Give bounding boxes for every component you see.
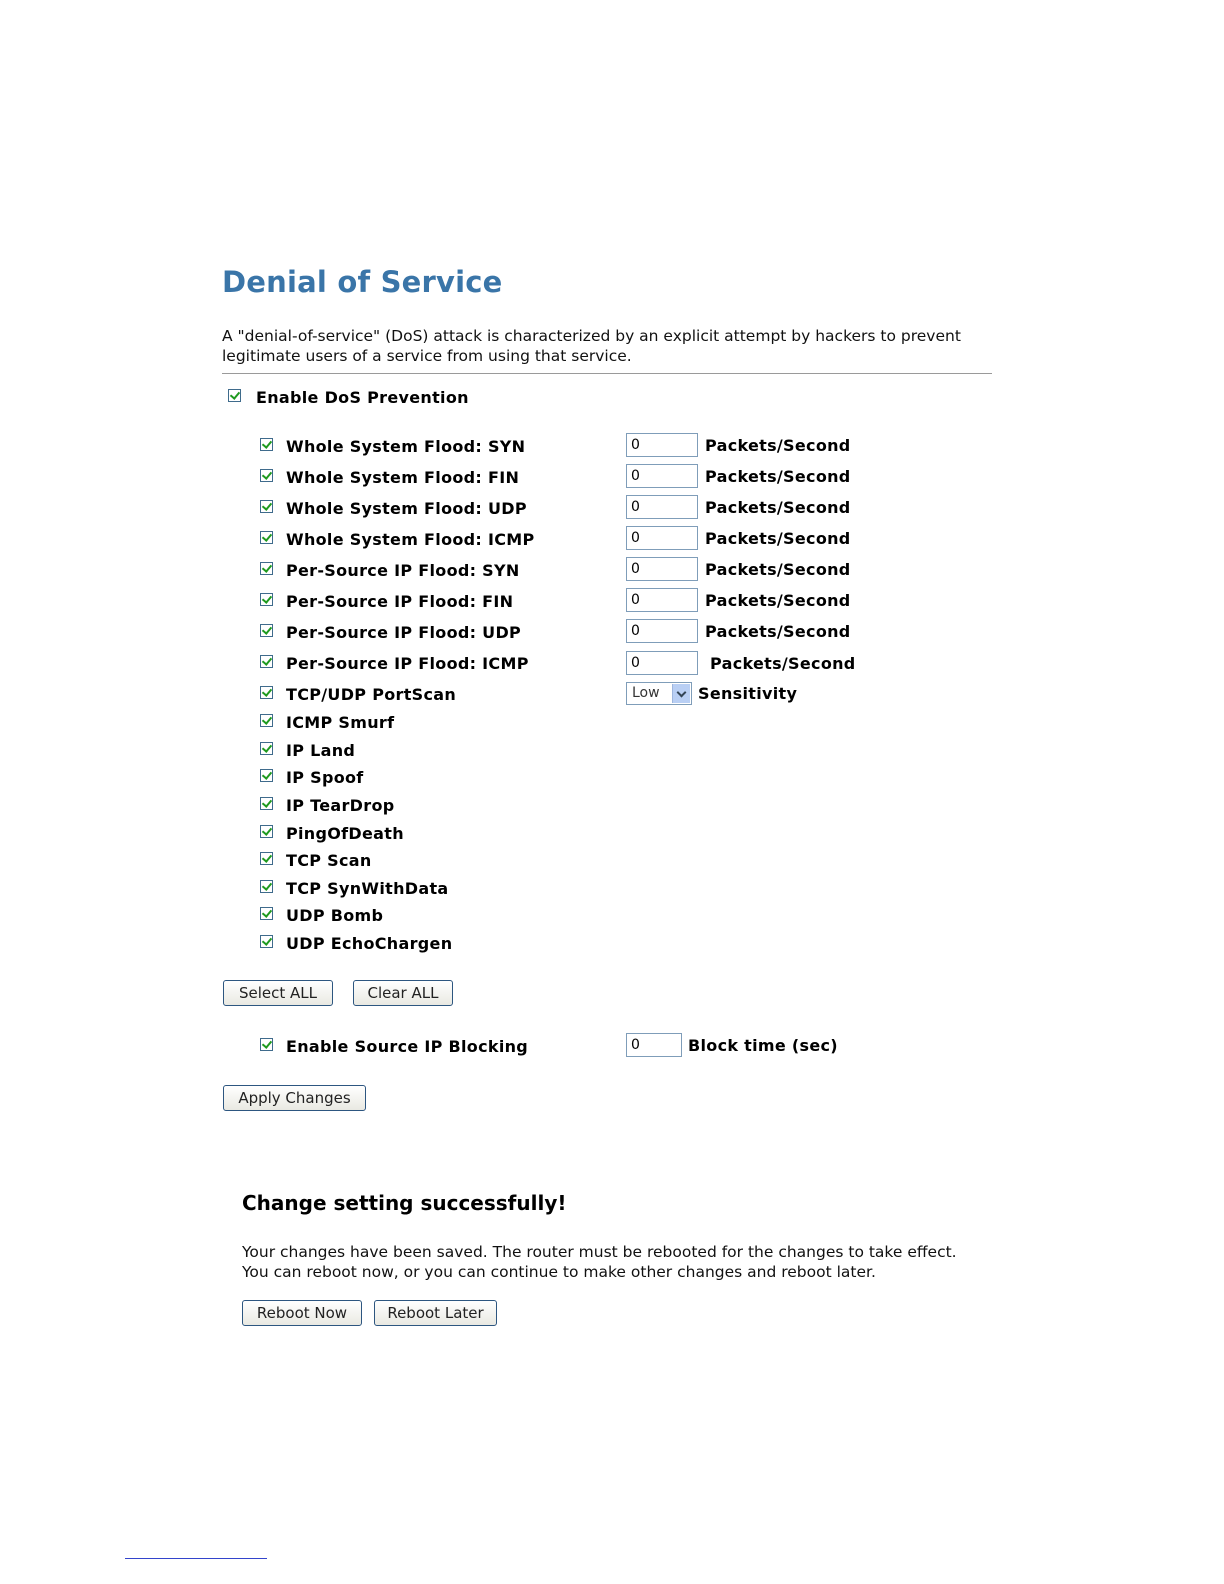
enable-dos-checkbox[interactable] (228, 389, 241, 402)
flood-unit: Packets/Second (705, 529, 851, 548)
sensitivity-value: Low (632, 685, 660, 701)
flood-label: Whole System Flood: SYN (286, 437, 526, 456)
result-heading: Change setting successfully! (242, 1191, 567, 1215)
attack-label: ICMP Smurf (286, 713, 395, 732)
attack-label: UDP EchoChargen (286, 934, 453, 953)
attack-label: TCP Scan (286, 851, 372, 870)
reboot-later-button[interactable]: Reboot Later (374, 1300, 497, 1326)
result-line-1: Your changes have been saved. The router must be rebooted for the changes to take effect. (242, 1243, 957, 1261)
flood-label: Per-Source IP Flood: SYN (286, 561, 520, 580)
portscan-label: TCP/UDP PortScan (286, 685, 457, 704)
flood-unit: Packets/Second (710, 654, 856, 673)
attack-label: IP Spoof (286, 768, 364, 787)
block-time-label: Block time (sec) (688, 1036, 838, 1055)
flood-threshold-input[interactable] (626, 464, 698, 488)
attack-label: IP Land (286, 741, 356, 760)
attack-label: UDP Bomb (286, 906, 384, 925)
flood-checkbox[interactable] (260, 438, 273, 451)
source-ip-blocking-label: Enable Source IP Blocking (286, 1037, 529, 1056)
flood-unit: Packets/Second (705, 622, 851, 641)
portscan-checkbox[interactable] (260, 686, 273, 699)
result-line-2: You can reboot now, or you can continue to make other changes and reboot later. (242, 1262, 876, 1281)
attack-checkbox[interactable] (260, 852, 273, 865)
attack-checkbox[interactable] (260, 825, 273, 838)
enable-dos-label: Enable DoS Prevention (256, 388, 469, 407)
flood-threshold-input[interactable] (626, 619, 698, 643)
divider (222, 373, 992, 374)
flood-unit: Packets/Second (705, 467, 851, 486)
flood-threshold-input[interactable] (626, 557, 698, 581)
attack-checkbox[interactable] (260, 797, 273, 810)
flood-checkbox[interactable] (260, 593, 273, 606)
flood-checkbox[interactable] (260, 655, 273, 668)
footnote-rule (125, 1558, 267, 1559)
flood-label: Whole System Flood: UDP (286, 499, 527, 518)
clear-all-button[interactable]: Clear ALL (353, 980, 453, 1006)
flood-label: Whole System Flood: ICMP (286, 530, 535, 549)
page-title: Denial of Service (222, 265, 503, 299)
attack-label: PingOfDeath (286, 824, 404, 843)
flood-label: Whole System Flood: FIN (286, 468, 520, 487)
source-ip-blocking-checkbox[interactable] (260, 1038, 273, 1051)
flood-unit: Packets/Second (705, 498, 851, 517)
attack-checkbox[interactable] (260, 880, 273, 893)
flood-threshold-input[interactable] (626, 495, 698, 519)
result-message (242, 1243, 1022, 1282)
flood-threshold-input[interactable] (626, 651, 698, 675)
flood-checkbox[interactable] (260, 531, 273, 544)
flood-unit: Packets/Second (705, 436, 851, 455)
flood-checkbox[interactable] (260, 500, 273, 513)
flood-label: Per-Source IP Flood: ICMP (286, 654, 529, 673)
flood-checkbox[interactable] (260, 562, 273, 575)
select-all-button[interactable]: Select ALL (223, 980, 333, 1006)
page-description: A "denial-of-service" (DoS) attack is characterized by an explicit attempt by hackers to prevent legitimate users of a service from using that service. (222, 327, 961, 365)
sensitivity-label: Sensitivity (698, 684, 798, 703)
attack-label: IP TearDrop (286, 796, 395, 815)
attack-checkbox[interactable] (260, 935, 273, 948)
reboot-now-button[interactable]: Reboot Now (242, 1300, 362, 1326)
flood-unit: Packets/Second (705, 560, 851, 579)
chevron-down-icon[interactable] (672, 684, 690, 703)
attack-checkbox[interactable] (260, 714, 273, 727)
attack-label: TCP SynWithData (286, 879, 449, 898)
flood-label: Per-Source IP Flood: FIN (286, 592, 514, 611)
apply-changes-button[interactable]: Apply Changes (223, 1085, 366, 1111)
attack-checkbox[interactable] (260, 907, 273, 920)
flood-checkbox[interactable] (260, 624, 273, 637)
flood-label: Per-Source IP Flood: UDP (286, 623, 522, 642)
sensitivity-select[interactable] (626, 682, 692, 705)
flood-threshold-input[interactable] (626, 588, 698, 612)
attack-checkbox[interactable] (260, 769, 273, 782)
flood-unit: Packets/Second (705, 591, 851, 610)
flood-threshold-input[interactable] (626, 433, 698, 457)
flood-checkbox[interactable] (260, 469, 273, 482)
block-time-input[interactable] (626, 1033, 682, 1057)
attack-checkbox[interactable] (260, 742, 273, 755)
flood-threshold-input[interactable] (626, 526, 698, 550)
